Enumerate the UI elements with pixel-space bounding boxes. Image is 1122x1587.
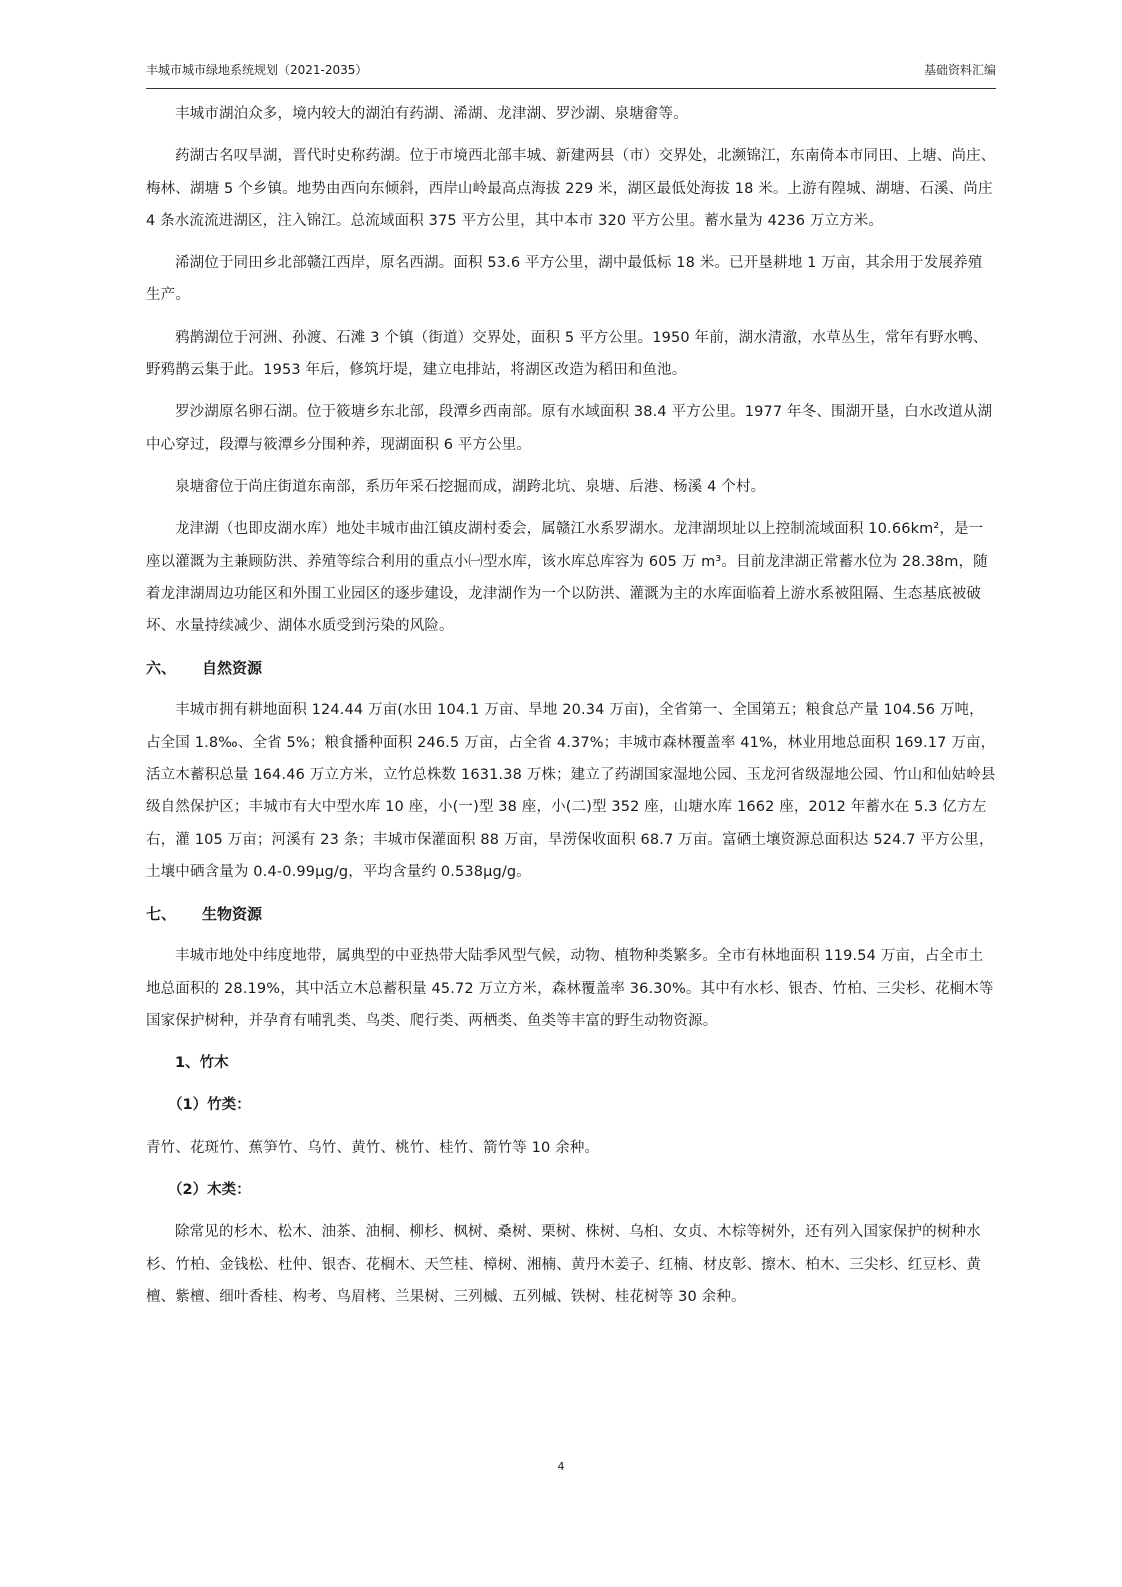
paragraph-lakes-intro: 丰城市湖泊众多，境内较大的湖泊有药湖、浠湖、龙津湖、罗沙湖、泉塘畲等。 [175, 106, 688, 122]
section-heading-natural-resources [146, 652, 996, 684]
section-number: 六、 [146, 659, 177, 678]
section-title: 生物资源 [202, 905, 263, 924]
subheading-bamboo-wood: 1、竹木 [175, 1055, 229, 1072]
subheading-wood-types: （2）木类： [168, 1182, 251, 1199]
section-title: 自然资源 [202, 659, 263, 678]
paragraph-quantang: 泉塘畲位于尚庄街道东南部，系历年采石挖掘而成，湖跨北坑、泉塘、后港、杨溪 4 个村。 [175, 478, 766, 495]
paragraph-natural-resources: 丰城市拥有耕地面积 124.44 万亩(水田 104.1 万亩、旱地 20.34 万亩)，全省第一、全国第五；粮食总产量 104.56 万吨，占全国 1.8‰、全省 5%；粮食播种面积 246.5 万亩，占全省 4.37%；丰城市森林覆盖率 41%，林业用地总面积 169.17 万亩，活立木蓄积总量 164.46 万立方米，立竹总株数 1631.38 万株；建立了药湖国家湿地公园、玉龙河省级湿地公园、竹山和仙姑岭县级自然保护区；丰城市有大中型水库 10 座，小(一)型 38 座，小(二)型 352 座，山塘水库 1662 座，2012 年蓄水在 5.3 亿方左右，灌 105 万亩；河溪有 23 条；丰城市保灌面积 88 万亩，旱涝保收面积 68.7 万亩。富硒土壤资源总面积达 524.7 平方公里，土壤中硒含量为 0.4-0.99μg/g，平均含量约 0.538μg/g。 [146, 702, 996, 880]
subheading-bamboo-types: （1）竹类： [168, 1097, 251, 1114]
page-number: 4 [557, 1460, 565, 1473]
section-number: 七、 [146, 905, 177, 924]
paragraph-yaohu: 药湖古名叹旱湖，晋代时史称药湖。位于市境西北部丰城、新建两县（市）交界处，北濒锦江，东南倚本市同田、上塘、尚庄、梅林、湖塘 5 个乡镇。地势由西向东倾斜，西岸山岭最高点海拔 229 米，湖区最低处海拔 18 米。上游有隍城、湖塘、石溪、尚庄 4 条水流流进湖区，注入锦江。总流域面积 375 平方公里，其中本市 320 平方公里。蓄水量为 4236 万立方米。 [146, 148, 996, 229]
paragraph-bamboo-types: 青竹、花斑竹、蕉笋竹、乌竹、黄竹、桃竹、桂竹、箭竹等 10 余种。 [146, 1139, 600, 1156]
page-body [146, 98, 996, 1313]
document-title: 丰城市城市绿地系统规划（2021-2035） [146, 63, 368, 77]
page-header [146, 58, 996, 89]
paragraph-longjinhu: 龙津湖（也即皮湖水库）地处丰城市曲江镇皮湖村委会，属赣江水系罗湖水。龙津湖坝址以上控制流域面积 10.66km²，是一座以灌溉为主兼顾防洪、养殖等综合利用的重点小㈠型水库，该水库总库容为 605 万 m³。目前龙津湖正常蓄水位为 28.38m，随着龙津湖周边功能区和外围工业园区的逐步建设，龙津湖作为一个以防洪、灌溉为主的水库面临着上游水系被阻隔、生态基底被破坏、水量持续减少、湖体水质受到污染的风险。 [146, 521, 988, 635]
paragraph-biological-resources: 丰城市地处中纬度地带，属典型的中亚热带大陆季风型气候，动物、植物种类繁多。全市有林地面积 119.54 万亩，占全市土地总面积的 28.19%，其中活立木总蓄积量 45.72 万立方米，森林覆盖率 36.30%。其中有水杉、银杏、竹柏、三尖杉、花榈木等国家保护树种，并孕育有哺乳类、鸟类、爬行类、两栖类、鱼类等丰富的野生动物资源。 [146, 948, 994, 1029]
section-heading-biological-resources [146, 898, 996, 930]
paragraph-luoshahu: 罗沙湖原名卵石湖。位于筱塘乡东北部，段潭乡西南部。原有水域面积 38.4 平方公里。1977 年冬、围湖开垦，白水改道从湖中心穿过，段潭与筱潭乡分围种养，现湖面积 6 平方公里。 [146, 404, 993, 453]
paragraph-xihu: 浠湖位于同田乡北部赣江西岸，原名西湖。面积 53.6 平方公里，湖中最低标 18 米。已开垦耕地 1 万亩，其余用于发展养殖生产。 [146, 255, 983, 304]
paragraph-yaquehu: 鸦鹊湖位于河洲、孙渡、石滩 3 个镇（街道）交界处，面积 5 平方公里。1950 年前，湖水清澈，水草丛生，常年有野水鸭、野鸦鹊云集于此。1953 年后，修筑圩堤，建立电排站，将湖区改造为稻田和鱼池。 [146, 329, 988, 379]
paragraph-wood-types: 除常见的杉木、松木、油茶、油桐、柳杉、枫树、桑树、栗树、株树、乌桕、女贞、木棕等树外，还有列入国家保护的树种水杉、竹柏、金钱松、杜仲、银杏、花榈木、天竺桂、樟树、湘楠、黄丹木姜子、红楠、材皮彰、擦木、柏木、三尖杉、红豆杉、黄檀、紫檀、细叶香桂、构考、鸟眉栲、兰果树、三列槭、五列槭、铁树、桂花树等 30 余种。 [146, 1224, 982, 1305]
section-label: 基础资料汇编 [923, 63, 996, 77]
